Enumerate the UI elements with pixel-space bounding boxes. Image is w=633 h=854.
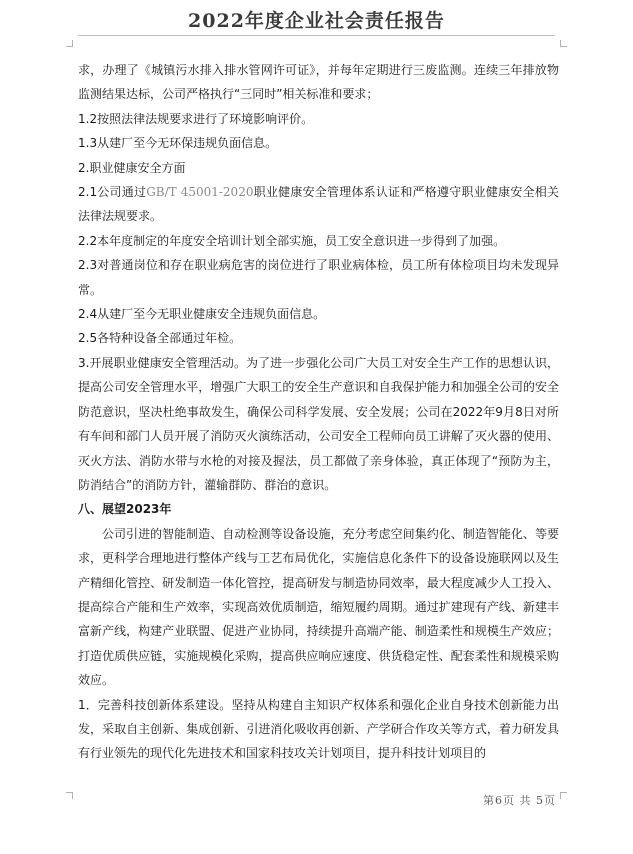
paragraph-2-2: 2.2本年度制定的年度安全培训计划全部实施，员工安全意识进一步得到了加强。: [78, 233, 506, 248]
paragraph-2-1-start: 2.1公司通过: [78, 185, 147, 200]
paragraph-2-1: [78, 180, 559, 229]
paragraph-permit: 求，办理了《城镇污水排入排水管网许可证》，并每年定期进行三废监测。连续三年排放物监测结果达标，公司严格执行“三同时”相关标准和要求；: [78, 63, 559, 102]
paragraph-1-2: 1.2按照法律法规要求进行了环境影响评价。: [78, 111, 314, 126]
paragraph-2-5: 2.5各特种设备全部通过年检。: [78, 331, 242, 346]
paragraph-2-3: 2.3对普通岗位和存在职业病危害的岗位进行了职业病体检，员工所有体检项目均未发现异常。: [78, 258, 559, 297]
crop-mark-bottom-right: [560, 792, 567, 799]
page-header-title: 2022年度企业社会责任报告: [188, 10, 445, 32]
paragraph-2-4: 2.4从建厂至今无职业健康安全违规负面信息。: [78, 307, 326, 322]
crop-mark-top-right: [560, 40, 567, 47]
section-heading-outlook-2023: 八、展望2023年: [78, 502, 172, 517]
paragraph-3-safety-activities: 3.开展职业健康安全管理活动。为了进一步强化公司广大员工对安全生产工作的思想认识，提高公司安全管理水平，增强广大职工的安全生产意识和自我保护能力和加强全公司的安全防范意识，坚决杜绝事故发生，确保公司科学发展、安全发展；公司在2022年9月8日对所有车间和部门人员开展了消防灭火演练活动，公司安全工程师向员工讲解了灭火器的使用、灭火方法、消防水带与水枪的对接及握法，员工都做了亲身体验，真正体现了“预防为主，防消结合”的消防方针，灌输群防、群治的意识。: [78, 355, 559, 492]
document-body: [78, 58, 559, 766]
paragraph-outlook: 公司引进的智能制造、自动检测等设备设施，充分考虑空间集约化、制造智能化、等要求，更科学合理地进行整体产线与工艺布局优化，实施信息化条件下的设备设施联网以及生产精细化管控、研发制造一体化管控，提高研发与制造协同效率，最大程度减少人工投入、提高综合产能和生产效率，实现高效优质制造，缩短履约周期。通过扩建现有产线、新建丰富新产线，构建产业联盟、促进产业协同，持续提升高端产能、制造柔性和规模生产效应；打造优质供应链，实施规模化采购，提高供应响应速度、供货稳定性、配套柔性和规模采购效应。: [78, 526, 559, 688]
crop-mark-bottom-left: [66, 792, 73, 799]
paragraph-2-1-end: 职业健康安全管理体系认证和严格遵守职业健康安全相关法律法规要求。: [78, 185, 559, 224]
heading-occupational-health: 2.职业健康安全方面: [78, 160, 186, 175]
page-number: 第6页 共 5页: [483, 794, 556, 807]
crop-mark-top-left: [66, 40, 73, 47]
header-rule: [78, 35, 555, 36]
paragraph-innovation-system: 1．完善科技创新体系建设。坚持从构建自主知识产权体系和强化企业自身技术创新能力出发，采取自主创新、集成创新、引进消化吸收再创新、产学研合作攻关等方式，着力研发具有行业领先的现代化先进技术和国家科技攻关计划项目，提升科技计划项目的: [78, 697, 559, 761]
standard-code: GB/T 45001-2020: [146, 185, 254, 200]
paragraph-1-3: 1.3从建厂至今无环保违规负面信息。: [78, 136, 278, 151]
